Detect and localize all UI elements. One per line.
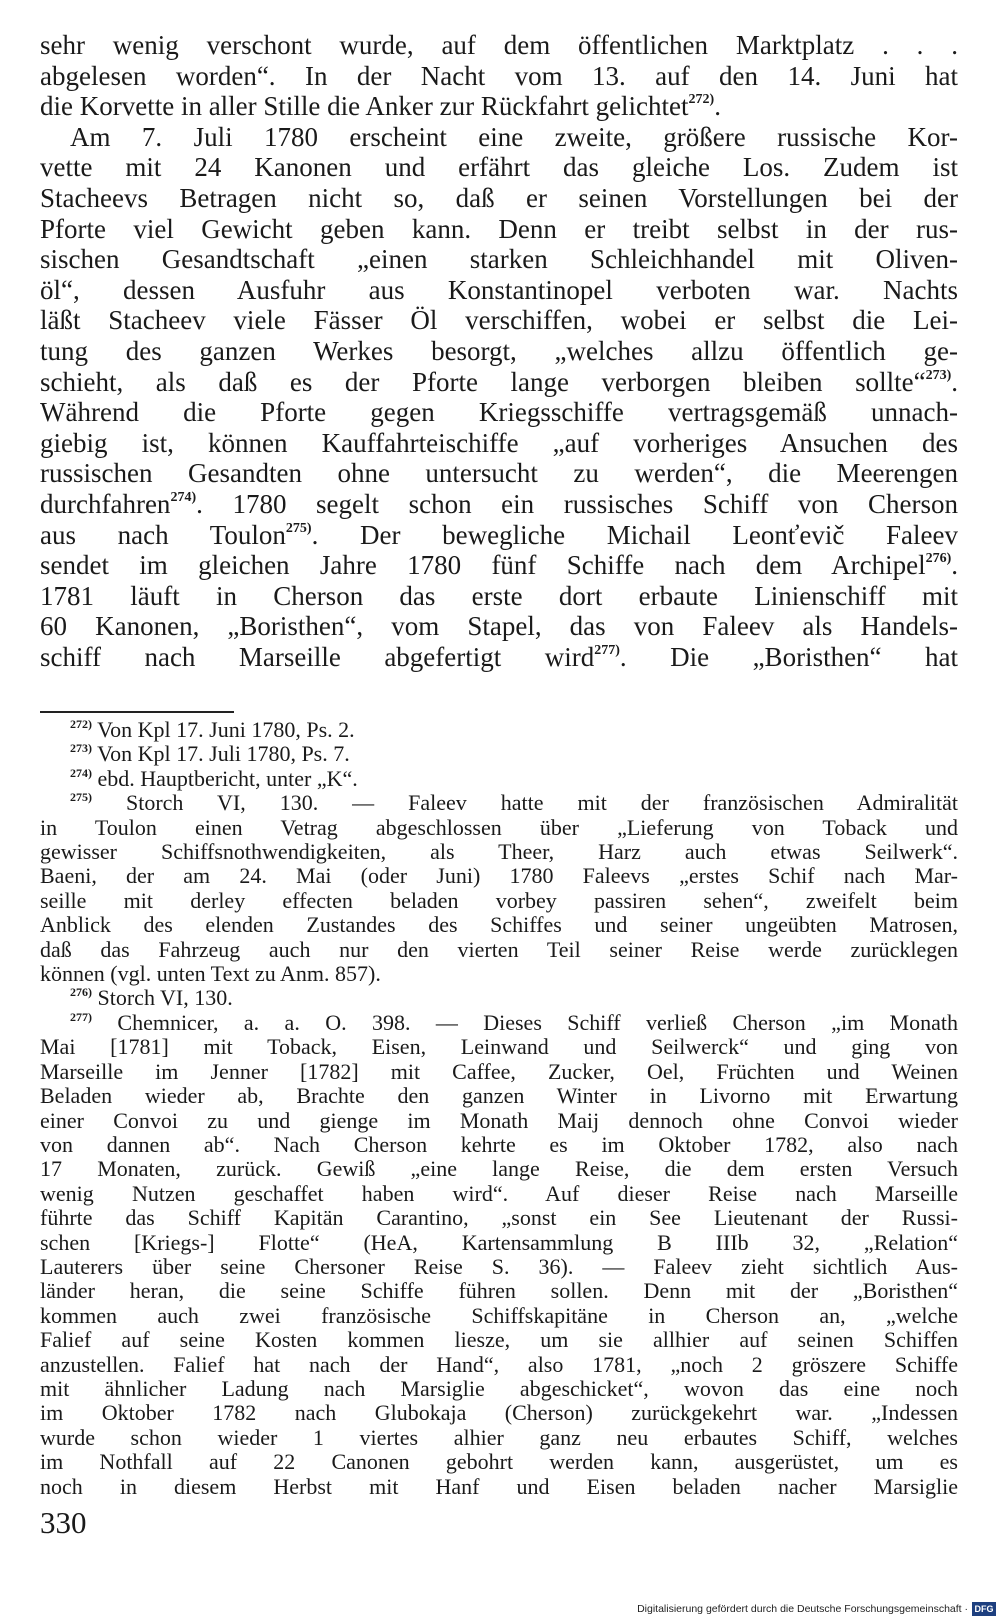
body-line: 1781 läuft in Cherson das erste dort erbaute Linienschiff mit	[40, 580, 958, 611]
footnote-line: seille mit derley effecten beladen vorbey passiren sehen“, zweifelt beim	[40, 887, 958, 913]
body-line: vette mit 24 Kanonen und erfährt das gleiche Los. Zudem ist	[40, 152, 958, 183]
footnote-line: länder heran, die seine Schiffe führen sollen. Denn mit der „Boristhen“	[40, 1278, 958, 1304]
footnote-divider	[40, 711, 234, 713]
footnote	[40, 791, 958, 815]
footnote	[40, 718, 958, 742]
footnote-number: 277)	[70, 1009, 92, 1024]
body-line-text: die Korvette in aller Stille die Anker zur Rückfahrt gelichtet	[40, 91, 689, 122]
footnote-line: von dannen ab“. Nach Cherson kehrte es im Oktober 1782, also nach	[40, 1131, 958, 1157]
funding-footer	[560, 1600, 1000, 1618]
body-line: giebig ist, können Kauffahrteischiffe „auf vorheriges Ansuchen des	[40, 427, 958, 458]
footnote-line: in Toulon einen Vetrag abgeschlossen über „Lieferung von Toback und	[40, 814, 958, 840]
footnote-text: Von Kpl 17. Juni 1780, Ps. 2.	[97, 717, 355, 742]
body-line: läßt Stacheev viele Fässer Öl verschiffen, wobei er selbst die Lei-	[40, 305, 958, 336]
footnote-line: wurde schon wieder 1 viertes alhier ganz neu erbautes Schiff, welches	[40, 1424, 958, 1450]
footnote-line: noch in diesem Herbst mit Hanf und Eisen beladen nacher Marsiglie	[40, 1473, 958, 1499]
footnote-line: Anblick des elenden Zustandes des Schiffes und seiner ungeübten Matrosen,	[40, 912, 958, 938]
footnote-line: Lauterers über seine Chersoner Reise S. 36). — Faleev zieht sichtlich Aus-	[40, 1253, 958, 1279]
body-line: Pforte viel Gewicht geben kann. Denn er treibt selbst in der rus-	[40, 213, 958, 244]
footnote-line: führte das Schiff Kapitän Carantino, „sonst ein See Lieutenant der Russi-	[40, 1205, 958, 1231]
body-line	[40, 520, 958, 551]
body-line: 60 Kanonen, „Boristhen“, vom Stapel, das von Faleev als Handels-	[40, 611, 958, 642]
body-line	[40, 489, 958, 520]
body-line-text: sendet im gleichen Jahre 1780 fünf Schiffe nach dem Archipel	[40, 550, 926, 581]
body-line-text: schiff nach Marseille abgefertigt wird	[40, 641, 595, 672]
body-line-text: . 1780 segelt schon ein russisches Schiff von Cherson	[196, 488, 958, 519]
footnote-line: können (vgl. unten Text zu Anm. 857).	[40, 961, 381, 987]
footnote	[40, 986, 958, 1010]
footnote-text: Storch VI, 130. — Faleev hatte mit der französischen Admiralität	[125, 790, 959, 816]
body-line: russischen Gesandten ohne untersucht zu werden“, die Meerengen	[40, 458, 958, 489]
body-line: sehr wenig verschont wurde, auf dem öffentlichen Marktplatz . . .	[40, 30, 958, 60]
footnote-text: ebd. Hauptbericht, unter „K“.	[97, 765, 358, 791]
period: .	[714, 91, 721, 122]
page-number: 330	[40, 1505, 87, 1540]
footnote-text: Von Kpl 17. Juli 1780, Ps. 7.	[97, 741, 350, 767]
body-line-text: aus nach Toulon	[40, 519, 286, 550]
body-line: Stacheevs Betragen nicht so, daß er seinen Vorstellungen bei der	[40, 182, 958, 213]
dfg-logo-icon: DFG	[972, 1602, 996, 1616]
footnote-line: Marseille im Jenner [1782] mit Caffee, Zucker, Oel, Früchten und Weinen	[40, 1058, 958, 1084]
period: .	[951, 366, 958, 397]
body-line-text: durchfahren	[40, 488, 171, 519]
body-line	[40, 642, 958, 673]
footnote-line: Falief auf seine Kosten kommen liesze, um sie allhier auf seinen Schiffen	[40, 1327, 958, 1353]
footnote-text: Storch VI, 130.	[97, 985, 233, 1011]
footnote	[40, 1011, 958, 1035]
body-line-text: . Der bewegliche Michail Leonťevič Faleev	[311, 519, 958, 550]
footnote-line: anzustellen. Falief hat nach der Hand“, also 1781, „noch 2 gröszere Schiffe	[40, 1351, 958, 1377]
footnote-ref: 276)	[925, 551, 952, 567]
footnote-number: 275)	[70, 790, 92, 805]
period: .	[951, 550, 958, 581]
footnote-line: daß das Fahrzeug auch nur den vierten Teil seiner Reise werde zurücklegen	[40, 936, 958, 962]
main-text	[40, 30, 958, 672]
body-line: sischen Gesandtschaft „einen starken Schleichhandel mit Oliven-	[40, 244, 958, 275]
footnote-line: 17 Monaten, zurück. Gewiß „eine lange Reise, die dem ersten Versuch	[40, 1156, 958, 1182]
body-line	[40, 550, 958, 581]
footnote-line: einer Convoi zu und gienge im Monath Maij dennoch ohne Convoi wieder	[40, 1107, 958, 1133]
footnote-line: Baeni, der am 24. Mai (oder Juni) 1780 Faleevs „erstes Schif nach Mar-	[40, 863, 958, 889]
footnote-number: 274)	[70, 765, 92, 780]
footnote-ref: 275)	[285, 520, 312, 536]
funding-note: Digitalisierung gefördert durch die Deutsche Forschungsgemeinschaft ·	[637, 1603, 968, 1615]
body-line: tung des ganzen Werkes besorgt, „welches allzu öffentlich ge-	[40, 335, 958, 366]
body-line-text: schieht, als daß es der Pforte lange verborgen bleiben sollte“	[40, 366, 926, 397]
body-line: öl“, dessen Ausfuhr aus Konstantinopel verboten war. Nachts	[40, 274, 958, 305]
footnote-number: 273)	[70, 741, 92, 756]
footnote	[40, 767, 958, 791]
footnote-line: Beladen wieder ab, Brachte den ganzen Winter in Livorno mit Erwartung	[40, 1083, 958, 1109]
footnote-line: im Nothfall auf 22 Canonen gebohrt werden kann, ausgerüstet, um es	[40, 1449, 958, 1475]
footnote	[40, 742, 958, 766]
footnote-line: Mai [1781] mit Toback, Eisen, Leinwand und Seilwerck“ und ging von	[40, 1034, 958, 1060]
footnote-line: schen [Kriegs-] Flotte“ (HeA, Kartensammlung B IIIb 32, „Relation“	[40, 1229, 958, 1255]
body-line: Am 7. Juli 1780 erscheint eine zweite, größere russische Kor-	[70, 121, 958, 152]
body-line-text: . Die „Boristhen“ hat	[619, 641, 958, 672]
body-line: Während die Pforte gegen Kriegsschiffe vertragsgemäß unnach-	[40, 397, 958, 428]
body-line: abgelesen worden“. In der Nacht vom 13. auf den 14. Juni hat	[40, 60, 958, 91]
footnote-number: 272)	[70, 717, 92, 731]
footnote-line: kommen auch zwei französische Schiffskapitäne in Cherson an, „welche	[40, 1302, 958, 1328]
body-line	[40, 367, 958, 398]
footnote-ref: 272)	[688, 92, 715, 108]
body-line	[40, 91, 958, 122]
footnotes	[40, 718, 958, 1499]
footnote-ref: 277)	[594, 642, 620, 658]
footnote-ref: 273)	[925, 367, 952, 383]
footnote-line: mit ähnlicher Ladung nach Marsiglie abgeschicket“, wovon das eine noch	[40, 1375, 958, 1401]
footnote-number: 276)	[70, 985, 92, 1000]
footnote-line: gewisser Schiffsnothwendigkeiten, als Theer, Harz auch etwas Seilwerk“.	[40, 839, 958, 865]
footnote-ref: 274)	[170, 489, 197, 505]
footnote-text: Chemnicer, a. a. O. 398. — Dieses Schiff verließ Cherson „im Monath	[117, 1009, 958, 1035]
footnote-line: wenig Nutzen geschaffet haben wird“. Auf dieser Reise nach Marseille	[40, 1180, 958, 1206]
footnote-line: im Oktober 1782 nach Glubokaja (Cherson) zurückgekehrt war. „Indessen	[40, 1400, 958, 1426]
